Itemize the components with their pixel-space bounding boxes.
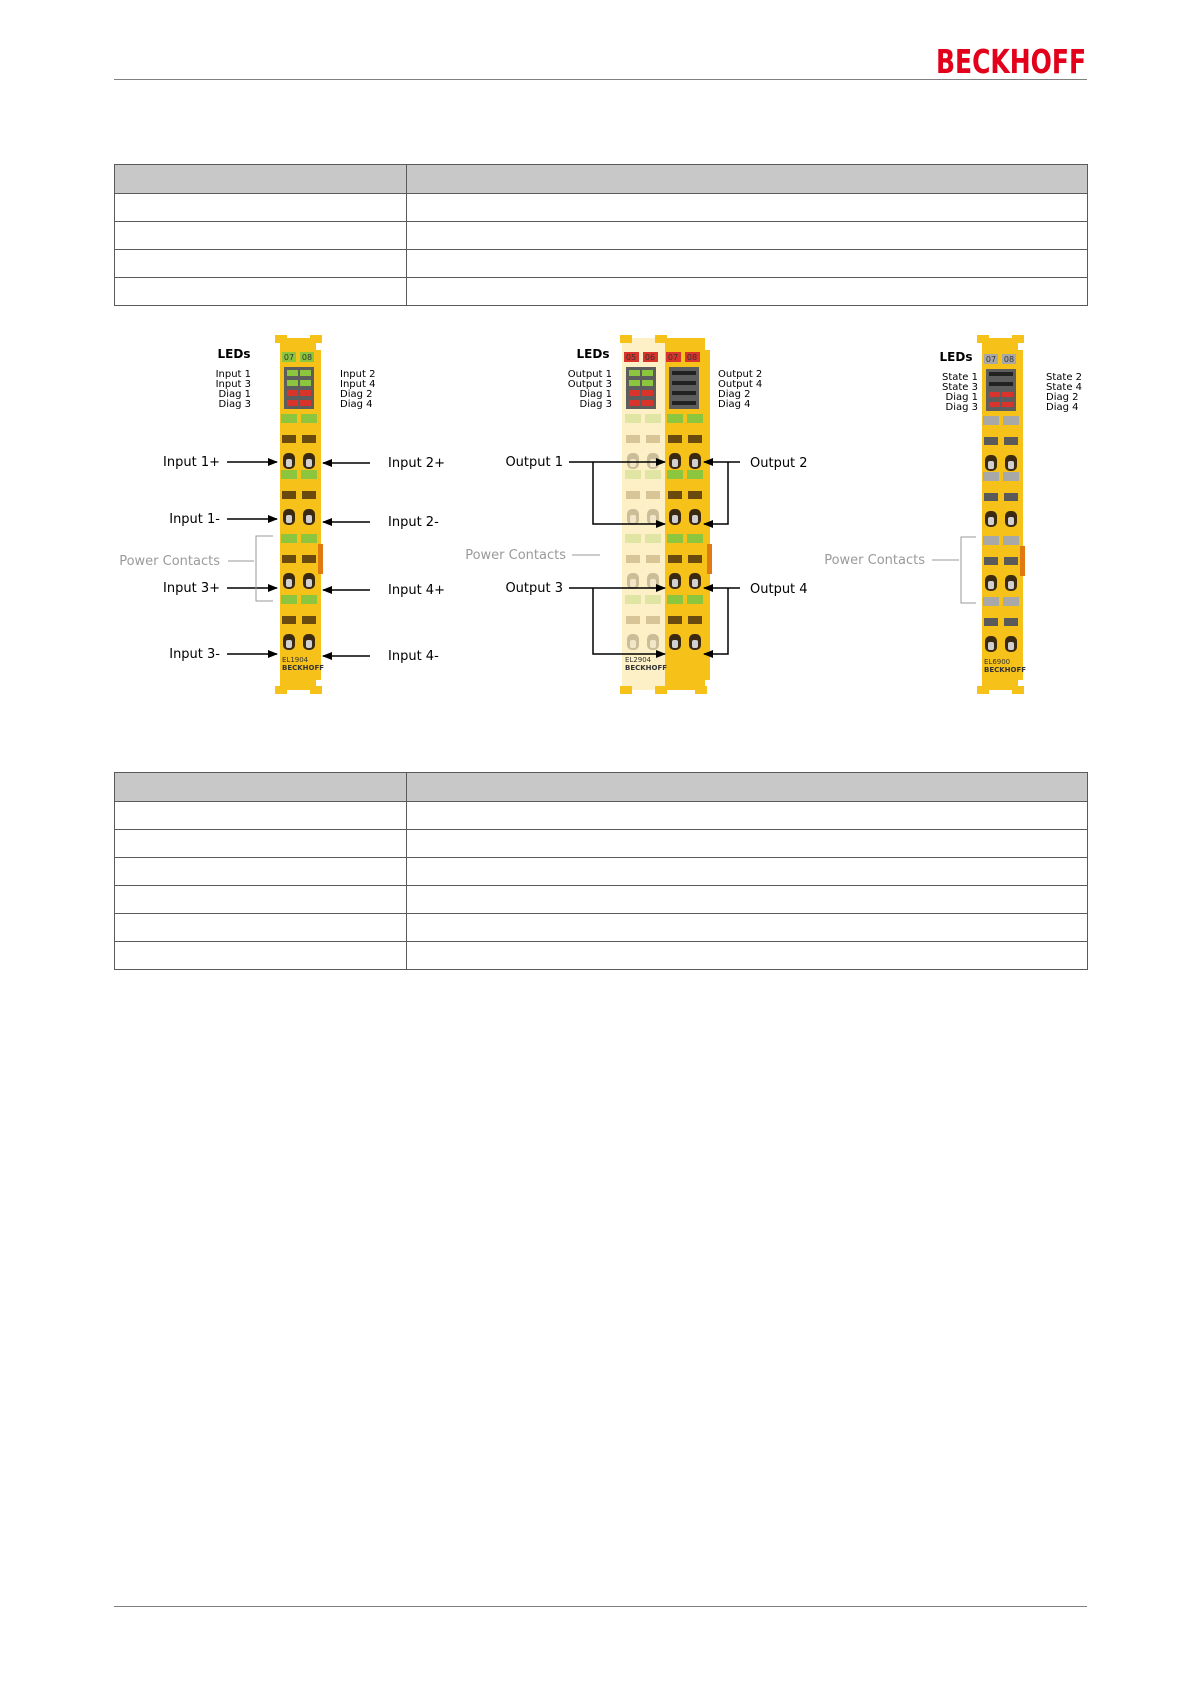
led-label: Output 3 bbox=[567, 379, 612, 390]
led-label: Diag 1 bbox=[579, 389, 612, 400]
table-row bbox=[115, 194, 1088, 222]
table-cell bbox=[115, 773, 407, 802]
power-contacts-label: Power Contacts bbox=[465, 548, 566, 563]
led-label: Input 2 bbox=[340, 369, 376, 380]
led-label: Diag 2 bbox=[718, 389, 751, 400]
leds-title: LEDs bbox=[576, 347, 610, 361]
terminal-label: Input 1- bbox=[169, 512, 220, 527]
terminal-label: Output 4 bbox=[750, 582, 808, 597]
slot-label: 07 bbox=[667, 353, 679, 362]
table-cell bbox=[115, 278, 407, 306]
table-row bbox=[115, 278, 1088, 306]
terminal-el6900 bbox=[824, 335, 1082, 694]
led-label: State 4 bbox=[1046, 382, 1083, 393]
slot-label: 08 bbox=[1003, 355, 1015, 364]
table-cell bbox=[115, 942, 407, 970]
beckhoff-logo bbox=[936, 40, 1088, 80]
led-label: Diag 3 bbox=[945, 402, 978, 413]
slot-label: 07 bbox=[283, 353, 295, 362]
power-contacts-label: Power Contacts bbox=[824, 553, 925, 568]
table-cell bbox=[407, 858, 1088, 886]
terminal-label: Input 1+ bbox=[163, 455, 220, 470]
led-label: State 1 bbox=[941, 372, 978, 383]
table-cell bbox=[115, 194, 407, 222]
table-header-row bbox=[115, 165, 1088, 194]
led-label: Diag 1 bbox=[218, 389, 251, 400]
table-cell bbox=[115, 914, 407, 942]
led-label: Diag 3 bbox=[579, 399, 612, 410]
model-label: EL6900 bbox=[984, 658, 1011, 666]
table-row bbox=[115, 858, 1088, 886]
terminal-label: Input 2+ bbox=[388, 456, 445, 471]
table-cell bbox=[407, 830, 1088, 858]
table-row bbox=[115, 942, 1088, 970]
header-rule bbox=[114, 79, 1087, 80]
table-cell bbox=[407, 165, 1088, 194]
slot-label: 08 bbox=[301, 353, 313, 362]
terminal-label: Input 3+ bbox=[163, 581, 220, 596]
footer-rule bbox=[114, 1606, 1087, 1607]
led-label: Output 4 bbox=[718, 379, 763, 390]
led-label: Diag 2 bbox=[340, 389, 373, 400]
table-cell bbox=[407, 802, 1088, 830]
table-row bbox=[115, 222, 1088, 250]
terminal-label: Output 2 bbox=[750, 456, 808, 471]
terminal-el2904 bbox=[465, 335, 807, 694]
terminal-label: Output 1 bbox=[505, 455, 563, 470]
table-row bbox=[115, 830, 1088, 858]
led-label: Diag 1 bbox=[945, 392, 978, 403]
led-label: Input 4 bbox=[340, 379, 376, 390]
table-row bbox=[115, 802, 1088, 830]
leds-title: LEDs bbox=[939, 350, 973, 364]
led-label: Diag 4 bbox=[718, 399, 751, 410]
table-row bbox=[115, 886, 1088, 914]
table-cell bbox=[115, 858, 407, 886]
table-header-row bbox=[115, 773, 1088, 802]
slot-label: 06 bbox=[644, 353, 656, 362]
terminal-label: Input 4- bbox=[388, 649, 439, 664]
table-cell bbox=[115, 250, 407, 278]
led-panel bbox=[284, 367, 314, 409]
terminal-label: Input 4+ bbox=[388, 583, 445, 598]
led-label: Diag 2 bbox=[1046, 392, 1079, 403]
led-label: Input 1 bbox=[215, 369, 251, 380]
table-top bbox=[114, 164, 1088, 306]
power-contacts-label: Power Contacts bbox=[119, 554, 220, 569]
led-panel bbox=[986, 369, 1016, 411]
table-cell bbox=[407, 773, 1088, 802]
led-label: Output 1 bbox=[567, 369, 612, 380]
table-cell bbox=[115, 165, 407, 194]
led-label: State 2 bbox=[1046, 372, 1083, 383]
terminal-label: Input 3- bbox=[169, 647, 220, 662]
led-label: Input 3 bbox=[215, 379, 251, 390]
table-row bbox=[115, 250, 1088, 278]
terminal-figure bbox=[110, 330, 1090, 710]
terminal-label: Output 3 bbox=[505, 581, 563, 596]
leds-title: LEDs bbox=[217, 347, 251, 361]
logo-text: BECKHOFF bbox=[936, 42, 1086, 81]
led-label: Diag 4 bbox=[1046, 402, 1079, 413]
table-cell bbox=[115, 886, 407, 914]
led-label: Diag 3 bbox=[218, 399, 251, 410]
table-cell bbox=[407, 194, 1088, 222]
led-label: State 3 bbox=[941, 382, 978, 393]
brand-label: BECKHOFF bbox=[984, 666, 1027, 674]
slot-label: 07 bbox=[985, 355, 997, 364]
table-cell bbox=[115, 830, 407, 858]
model-label: EL1904 bbox=[282, 656, 309, 664]
table-cell bbox=[407, 278, 1088, 306]
led-label: Diag 4 bbox=[340, 399, 373, 410]
led-label: Output 2 bbox=[718, 369, 763, 380]
table-row bbox=[115, 914, 1088, 942]
table-cell bbox=[115, 222, 407, 250]
terminal-label: Input 2- bbox=[388, 515, 439, 530]
table-cell bbox=[407, 942, 1088, 970]
table-bottom bbox=[114, 772, 1088, 970]
slot-label: 08 bbox=[686, 353, 698, 362]
slot-label: 05 bbox=[625, 353, 637, 362]
table-cell bbox=[407, 886, 1088, 914]
table-cell bbox=[115, 802, 407, 830]
terminal-el1904 bbox=[119, 335, 445, 694]
model-label: EL2904 bbox=[625, 656, 652, 664]
table-cell bbox=[407, 250, 1088, 278]
brand-label: BECKHOFF bbox=[282, 664, 325, 672]
table-cell bbox=[407, 222, 1088, 250]
table-cell bbox=[407, 914, 1088, 942]
brand-label: BECKHOFF bbox=[625, 664, 668, 672]
